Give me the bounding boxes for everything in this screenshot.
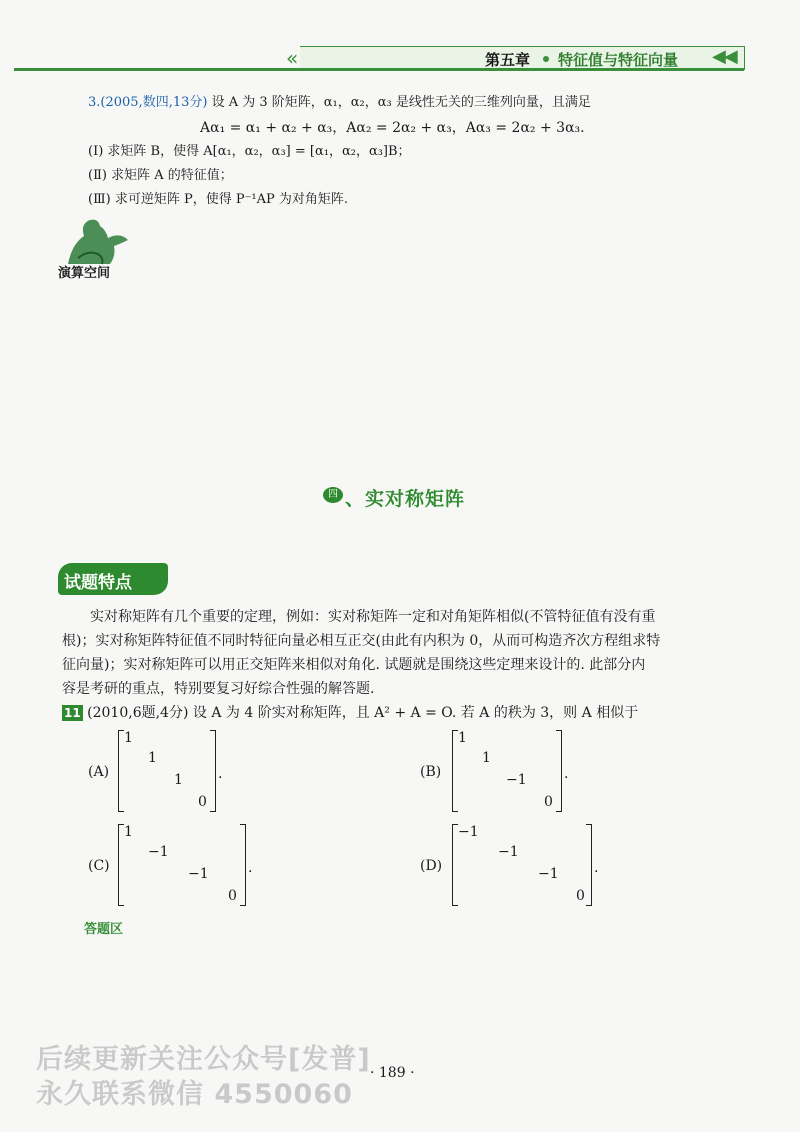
section-title: 、实对称矩阵 [345,488,466,510]
features-line-3: 征向量)；实对称矩阵可以用正交矩阵来相似对角化. 试题就是围绕这些定理来设计的. 此部分内 [62,657,646,673]
question11-source: (2010,6题,4分) [87,705,189,721]
problem3-line [88,94,591,112]
matrix-entry: −1 [458,824,479,840]
matrix-entry: −1 [188,866,209,882]
bracket-right [586,824,592,906]
features-line-1: 实对称矩阵有几个重要的定理，例如：实对称矩阵一定和对角矩阵相似(不管特征值有没有重 [90,609,656,625]
option-a-label[interactable]: (A) [88,764,110,780]
period: . [564,766,569,782]
problem3-part-1: (Ⅰ) 求矩阵 B，使得 A[α₁，α₂，α₃] = [α₁，α₂，α₃]B； [88,144,411,159]
matrix-entry: 0 [544,794,553,810]
watermark-line-1: 后续更新关注公众号[发普] [36,1044,371,1075]
matrix-entry: −1 [538,866,559,882]
matrix-entry: 0 [198,794,207,810]
features-line-2: 根)；实对称矩阵特征值不同时特征向量必相互正交(由此有内积为 0，从而可构造齐次方程组求特 [62,633,661,649]
features-label: 试题特点 [64,573,132,593]
period: . [248,860,253,876]
matrix-entry: −1 [506,772,527,788]
question11-text: 设 A 为 4 阶实对称矩阵，且 A² + A = O. 若 A 的秩为 3，则 A 相似于 [192,705,639,721]
bracket-right [556,730,562,812]
chapter-label: 第五章 [485,51,531,69]
header-dot-icon [543,56,549,62]
question11-number: 11 [64,706,81,720]
option-d-label[interactable]: (D) [420,858,443,874]
section-number-icon: 四 [323,487,343,503]
problem3-statement: 设 A 为 3 阶矩阵，α₁，α₂，α₃ 是线性无关的三维列向量，且满足 [211,95,591,110]
option-b-matrix[interactable] [452,730,569,812]
matrix-entry: 1 [458,730,467,746]
option-b-label[interactable]: (B) [420,764,442,780]
matrix-entry: 0 [576,888,585,904]
problem3-equation: Aα₁ = α₁ + α₂ + α₃，Aα₂ = 2α₂ + α₃，Aα₃ = 2α₂ + 3α₃. [200,120,585,136]
bracket-right [210,730,216,812]
chapter-title: 特征值与特征向量 [558,51,679,69]
problem3-label: 3.(2005,数四,13分) [88,95,208,110]
matrix-entry: −1 [498,844,519,860]
matrix-entry: 1 [124,824,133,840]
option-a-matrix[interactable] [118,730,223,812]
matrix-entry: 1 [482,750,491,766]
option-c-matrix[interactable] [118,824,253,906]
period: . [218,766,223,782]
bracket-right [240,824,246,906]
header-arrows-icon: ◀◀ [712,46,736,67]
watermark-line-2: 永久联系微信 4550060 [36,1079,353,1110]
question11-line [62,702,742,724]
scratch-space-label: 演算空间 [58,266,111,281]
header-chevron-icon: « [286,46,295,70]
matrix-entry: 1 [124,730,133,746]
matrix-entry: −1 [148,844,169,860]
matrix-entry: 1 [174,772,183,788]
matrix-entry: 1 [148,750,157,766]
option-d-matrix[interactable] [452,824,599,906]
answer-area-label: 答题区 [84,922,124,937]
page-number: · 189 · [370,1065,415,1081]
period: . [594,860,599,876]
features-line-4: 容是考研的重点，特别要复习好综合性强的解答题. [62,681,375,697]
matrix-entry: 0 [228,888,237,904]
problem3-part-2: (Ⅱ) 求矩阵 A 的特征值； [88,168,233,183]
option-c-label[interactable]: (C) [88,858,110,874]
problem3-part-3: (Ⅲ) 求可逆矩阵 P，使得 P⁻¹AP 为对角矩阵. [88,192,349,207]
